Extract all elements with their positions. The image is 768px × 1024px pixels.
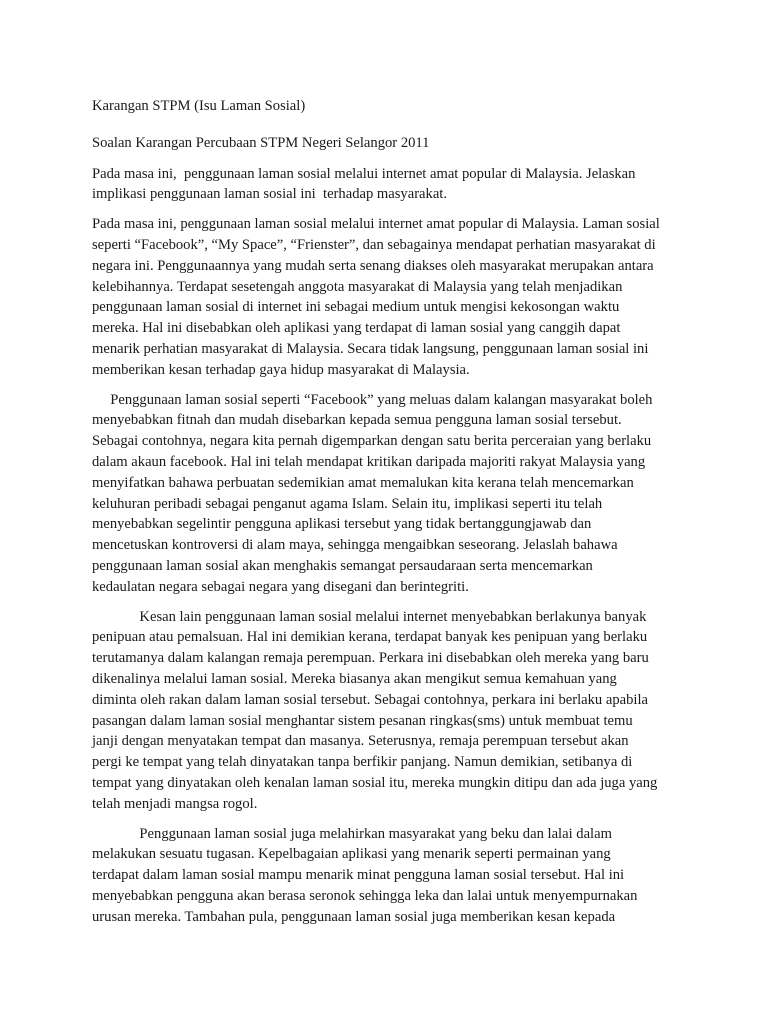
- paragraph-fitnah: [92, 390, 682, 598]
- paragraph-line: Pada masa ini, penggunaan laman sosial melalui internet amat popular di Malaysia. Laman sosial: [92, 216, 660, 233]
- essay-question: [92, 164, 682, 206]
- document-title-block: [92, 96, 682, 117]
- paragraph-line: urusan mereka. Tambahan pula, penggunaan laman sosial juga memberikan kesan kepada: [92, 908, 616, 925]
- paragraph-line: kedaulatan negara sebagai negara yang disegani dan berintegriti.: [92, 578, 469, 595]
- paragraph-line: melakukan sesuatu tugasan. Kepelbagaian aplikasi yang menarik seperti permainan yang: [92, 846, 611, 863]
- paragraph-line: keluhuran peribadi sebagai penganut agama Islam. Selain itu, implikasi seperti itu telah: [92, 495, 603, 512]
- paragraph-line: pasangan dalam laman sosial menghantar sistem pesanan ringkas(sms) untuk membuat temu: [92, 712, 633, 729]
- paragraph-line: telah menjadi mangsa rogol.: [92, 795, 258, 812]
- paragraph-line: Penggunaan laman sosial juga melahirkan masyarakat yang beku dan lalai dalam: [92, 825, 612, 842]
- paragraph-line: menyebabkan fitnah dan mudah disebarkan kepada semua pengguna laman sosial tersebut.: [92, 412, 622, 429]
- document-title: Karangan STPM (Isu Laman Sosial): [92, 98, 306, 114]
- paragraph-line: mereka. Hal ini disebabkan oleh aplikasi yang terdapat di laman sosial yang canggih dapat: [92, 320, 621, 337]
- document-subtitle-block: [92, 133, 682, 154]
- document-subtitle: Soalan Karangan Percubaan STPM Negeri Selangor 2011: [92, 134, 430, 151]
- question-line: Pada masa ini, penggunaan laman sosial melalui internet amat popular di Malaysia. Jelaskan: [92, 165, 636, 182]
- paragraph-line: penggunaan laman sosial di internet ini sebagai medium untuk mengisi kekosongan waktu: [92, 299, 620, 316]
- paragraph-penipuan: [92, 607, 682, 815]
- paragraph-line: menyebabkan segelintir pengguna aplikasi tersebut yang tidak bertanggungjawab dan: [92, 516, 592, 533]
- paragraph-line: penggunaan laman sosial akan menghakis semangat persaudaraan serta mencemarkan: [92, 557, 593, 574]
- paragraph-line: seperti “Facebook”, “My Space”, “Frienster”, dan sebagainya mendapat perhatian masyarakat di: [92, 236, 656, 253]
- paragraph-lalai: [92, 824, 682, 928]
- document-page: [92, 96, 682, 936]
- paragraph-line: janji dengan menyatakan tempat dan masanya. Seterusnya, remaja perempuan tersebut akan: [92, 733, 629, 750]
- paragraph-line: kelebihannya. Terdapat sesetengah anggota masyarakat di Malaysia yang telah menjadikan: [92, 278, 623, 295]
- paragraph-line: terutamanya dalam kalangan remaja perempuan. Perkara ini disebabkan oleh mereka yang baru: [92, 650, 649, 667]
- paragraph-line: diminta oleh rakan dalam laman sosial tersebut. Sebagai contohnya, perkara ini berlaku apabila: [92, 691, 648, 708]
- paragraph-line: tempat yang dinyatakan oleh kenalan laman sosial itu, mereka mungkin ditipu dan ada juga yang: [92, 774, 658, 791]
- paragraph-line: dikenalinya melalui laman sosial. Mereka biasanya akan mengikut semua kemahuan yang: [92, 670, 617, 687]
- paragraph-line: Penggunaan laman sosial seperti “Facebook” yang meluas dalam kalangan masyarakat boleh: [92, 391, 653, 408]
- question-line: implikasi penggunaan laman sosial ini terhadap masyarakat.: [92, 186, 448, 203]
- paragraph-line: terdapat dalam laman sosial mampu menarik minat pengguna laman sosial tersebut. Hal ini: [92, 867, 625, 884]
- paragraph-line: dalam akaun facebook. Hal ini telah mendapat kritikan daripada majoriti rakyat Malaysia yang: [92, 453, 646, 470]
- paragraph-line: mencetuskan kontroversi di alam maya, sehingga mengaibkan seseorang. Jelaslah bahawa: [92, 537, 618, 554]
- paragraph-line: menyifatkan bahawa perbuatan sedemikian amat memalukan kita kerana telah mencemarkan: [92, 474, 634, 491]
- paragraph-line: menyebabkan pengguna akan berasa seronok sehingga leka dan lalai untuk menyempurnakan: [92, 887, 638, 904]
- paragraph-intro: [92, 214, 682, 380]
- paragraph-line: negara ini. Penggunaannya yang mudah serta senang diakses oleh masyarakat merupakan antara: [92, 257, 654, 274]
- paragraph-line: Kesan lain penggunaan laman sosial melalui internet menyebabkan berlakunya banyak: [92, 608, 647, 625]
- paragraph-line: pergi ke tempat yang telah dinyatakan tanpa berfikir panjang. Namun demikian, setibanya di: [92, 754, 633, 771]
- paragraph-line: menarik perhatian masyarakat di Malaysia. Secara tidak langsung, penggunaan laman sosial ini: [92, 340, 649, 357]
- paragraph-line: Sebagai contohnya, negara kita pernah digemparkan dengan satu berita perceraian yang berlaku: [92, 433, 652, 450]
- paragraph-line: memberikan kesan terhadap gaya hidup masyarakat di Malaysia.: [92, 361, 470, 378]
- paragraph-line: penipuan atau pemalsuan. Hal ini demikian kerana, terdapat banyak kes penipuan yang berlaku: [92, 629, 648, 646]
